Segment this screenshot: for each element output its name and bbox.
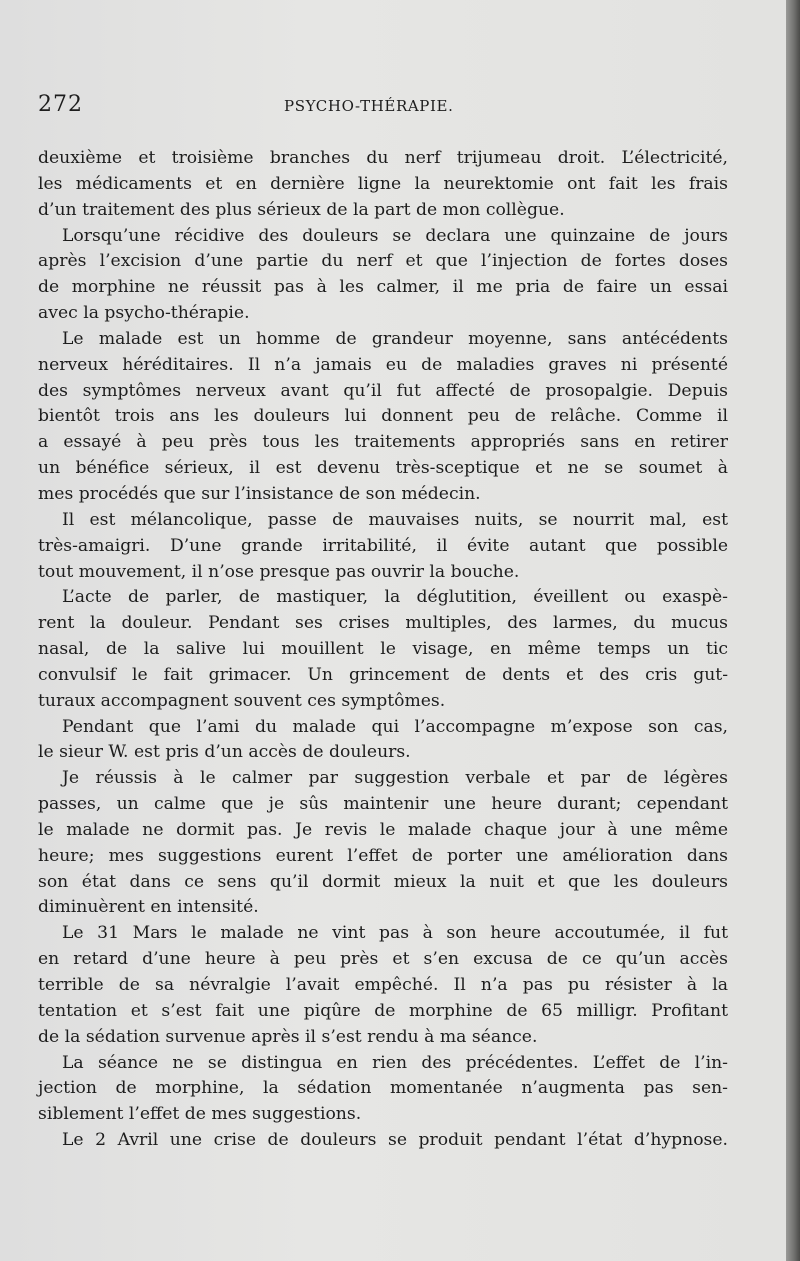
text-line: bientôt trois ans les douleurs lui donnent peu de relâche. Comme il — [38, 406, 728, 427]
text-line: le sieur W. est pris d’un accès de douleurs. — [38, 742, 411, 763]
text-line: terrible de sa névralgie l’avait empêché. Il n’a pas pu résister à la — [38, 975, 728, 995]
text-line: Pendant que l’ami du malade qui l’accompagne m’expose son cas, — [62, 716, 728, 737]
text-line: a essayé à peu près tous les traitements appropriés sans en retirer — [38, 432, 728, 453]
running-title: PSYCHO-THÉRAPIE. — [284, 97, 454, 115]
text-line: nasal, de la salive lui mouillent le visage, en même temps un tic — [38, 639, 728, 660]
text-line: Le malade est un homme de grandeur moyenne, sans antécédents — [62, 328, 728, 349]
text-line: le malade ne dormit pas. Je revis le malade chaque jour à une même — [38, 819, 728, 840]
text-line: La séance ne se distingua en rien des précédentes. L’effet de l’in- — [62, 1052, 728, 1073]
text-line: deuxième et troisième branches du nerf trijumeau droit. L’électricité, — [38, 148, 728, 168]
body-text — [38, 146, 728, 1154]
text-line: avec la psycho-thérapie. — [38, 303, 250, 324]
text-line: turaux accompagnent souvent ces symptômes. — [38, 690, 446, 711]
text-line: Le 31 Mars le malade ne vint pas à son heure accoutumée, il fut — [62, 923, 728, 944]
page-header — [38, 92, 728, 122]
text-line: des symptômes nerveux avant qu’il fut affecté de prosopalgie. Depuis — [38, 380, 728, 401]
text-line: Il est mélancolique, passe de mauvaises nuits, se nourrit mal, est — [62, 509, 728, 530]
text-line: convulsif le fait grimacer. Un grincement de dents et des cris gut- — [38, 664, 728, 685]
page-number: 272 — [38, 92, 83, 117]
text-line: les médicaments et en dernière ligne la neurektomie ont fait les frais — [38, 173, 728, 194]
text-line: siblement l’effet de mes suggestions. — [38, 1104, 362, 1125]
text-line: jection de morphine, la sédation momentanée n’augmenta pas sen- — [38, 1078, 728, 1099]
text-line: d’un traitement des plus sérieux de la part de mon collègue. — [38, 199, 565, 220]
text-line: passes, un calme que je sûs maintenir une heure durant; cependant — [38, 794, 728, 815]
text-line: Je réussis à le calmer par suggestion verbale et par de légères — [62, 768, 728, 789]
text-line: un bénéfice sérieux, il est devenu très-sceptique et ne se soumet à — [38, 458, 728, 479]
text-line: tentation et s’est fait une piqûre de morphine de 65 milligr. Profitant — [38, 1000, 728, 1021]
text-line: mes procédés que sur l’insistance de son médecin. — [38, 483, 481, 504]
text-line: nerveux héréditaires. Il n’a jamais eu de maladies graves ni présenté — [38, 354, 728, 375]
text-line: Lorsqu’une récidive des douleurs se declara une quinzaine de jours — [62, 225, 728, 246]
text-line: de morphine ne réussit pas à les calmer, il me pria de faire un essai — [38, 277, 728, 298]
text-line: après l’excision d’une partie du nerf et que l’injection de fortes doses — [38, 251, 728, 272]
text-line: très-amaigri. D’une grande irritabilité, il évite autant que possible — [38, 535, 728, 556]
text-line: son état dans ce sens qu’il dormit mieux la nuit et que les douleurs — [38, 871, 728, 892]
text-line: diminuèrent en intensité. — [38, 897, 259, 918]
book-spine-shadow — [786, 0, 800, 1261]
text-line: de la sédation survenue après il s’est rendu à ma séance. — [38, 1026, 538, 1047]
text-line: en retard d’une heure à peu près et s’en excusa de ce qu’un accès — [38, 949, 728, 970]
text-line: rent la douleur. Pendant ses crises multiples, des larmes, du mucus — [38, 613, 728, 634]
text-line: heure; mes suggestions eurent l’effet de porter une amélioration dans — [38, 845, 728, 866]
text-line: tout mouvement, il n’ose presque pas ouvrir la bouche. — [38, 561, 520, 582]
text-line: Le 2 Avril une crise de douleurs se produit pendant l’état d’hypnose. — [62, 1130, 728, 1151]
text-line: L’acte de parler, de mastiquer, la déglutition, éveillent ou exaspè- — [62, 587, 728, 608]
